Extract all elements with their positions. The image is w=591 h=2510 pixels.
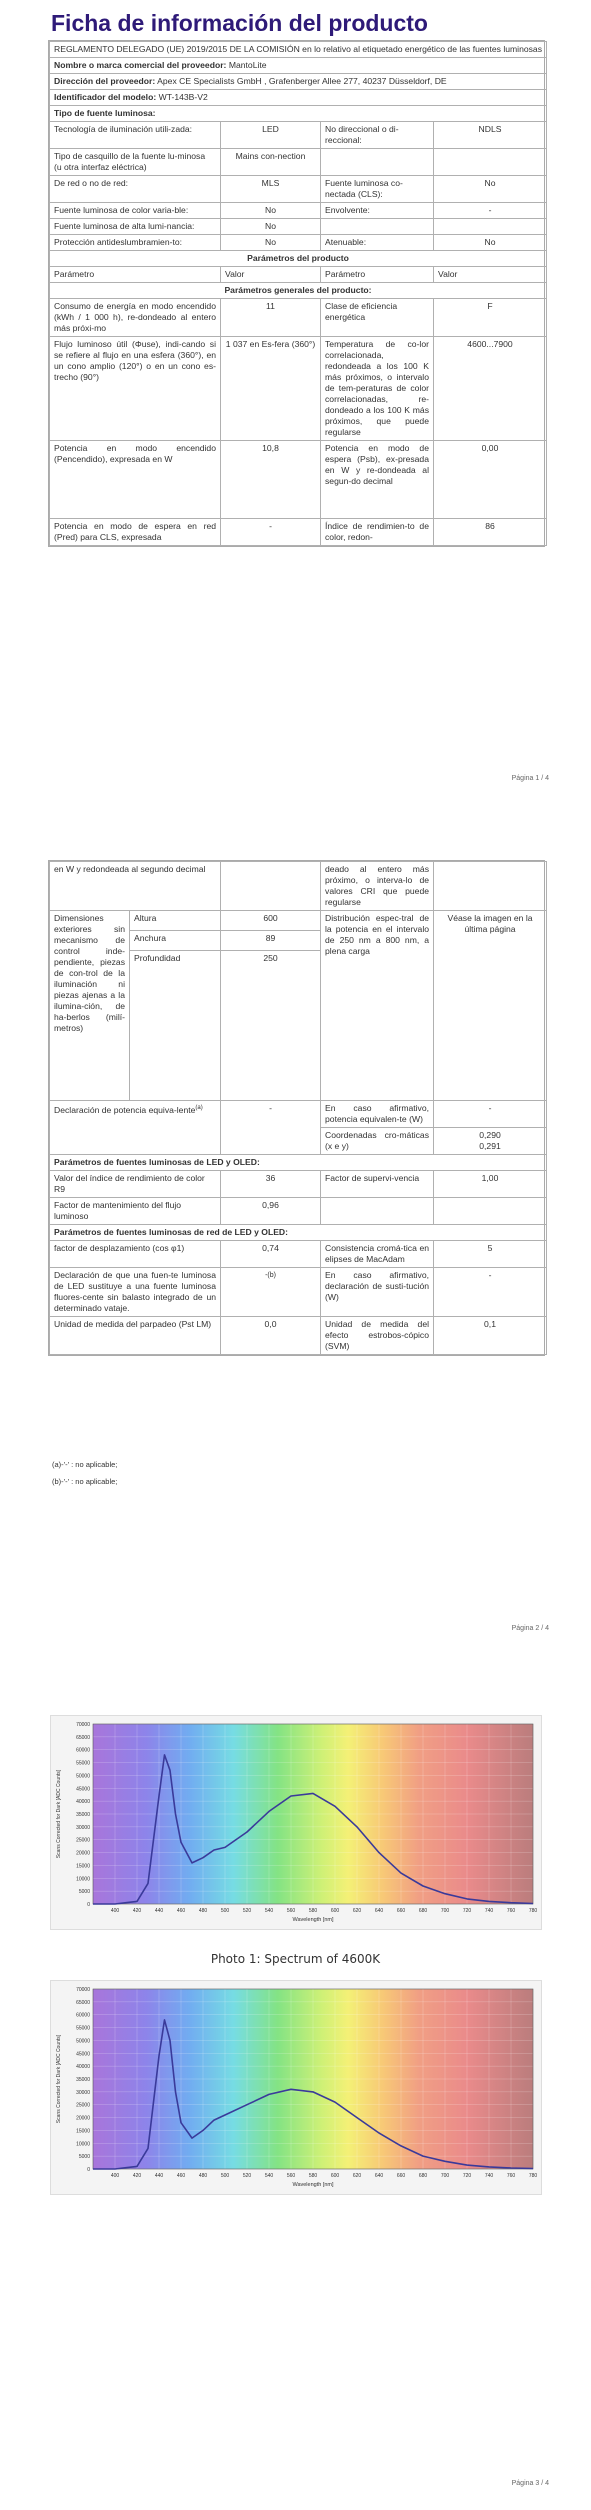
row-value: No [221,203,321,219]
row-value: -(b) [221,1268,321,1317]
row-value [221,862,321,911]
x-tick-label: 560 [286,1908,296,1914]
y-tick-label: 65000 [76,1999,90,2006]
y-tick-label: 55000 [76,2025,90,2032]
coord-y: 0,291 [479,1141,501,1151]
row-value: 0,74 [221,1241,321,1268]
x-tick-label: 580 [308,2173,318,2179]
row-value: 10,8 [221,441,321,519]
y-tick-label: 45000 [76,2051,90,2058]
table-row [50,1241,547,1268]
y-tick-label: 0 [87,1902,90,1908]
page-2 [0,860,591,1660]
row-value: No [221,219,321,235]
y-tick-label: 20000 [76,1850,90,1857]
row-value: 36 [221,1171,321,1198]
dim-height-label: Altura [130,911,221,931]
row-value: Mains con-nection [221,149,321,176]
table-row [50,122,547,149]
footnote-a: (a)-'-' : no aplicable; [52,1460,118,1469]
row-label-right: En caso afirmativo, declaración de susti-tución (W) [321,1268,434,1317]
row-label: Tecnología de iluminación utili-zada: [50,122,221,149]
dim-depth-label: Profundidad [130,951,221,1101]
coord-value [434,1128,547,1155]
y-tick-label: 40000 [76,1799,90,1806]
table-row [50,441,547,519]
y-tick-label: 15000 [76,1863,90,1870]
x-tick-label: 500 [220,2173,230,2179]
x-tick-label: 400 [110,1908,120,1914]
row-label: Unidad de medida del parpadeo (Pst LM) [50,1317,221,1355]
y-axis-label: Scans Corrected for Dark [ADC Counts] [56,2034,62,2124]
table-row [50,911,547,931]
row-value: 0,96 [221,1198,321,1225]
col-header-value: Valor [221,267,321,283]
y-tick-label: 50000 [76,2038,90,2045]
row-value-right: 4600...7900 [434,337,547,441]
row-label-right: Envolvente: [321,203,434,219]
row-label: Valor del índice de rendimiento de color R9 [50,1171,221,1198]
page-3 [0,1700,591,2510]
equiv-label-text: Declaración de potencia equiva-lente [54,1104,196,1115]
table-row [50,337,547,441]
page-1 [0,0,591,790]
coord-x: 0,290 [479,1130,501,1140]
y-tick-label: 10000 [76,1876,90,1883]
x-tick-label: 720 [462,2173,472,2179]
regulation-text: REGLAMENTO DELEGADO (UE) 2019/2015 DE LA COMISIÓN en lo relativo al etiquetado energético de las fuentes luminosas [50,42,547,58]
x-tick-label: 700 [440,1908,450,1914]
table-row [50,519,547,546]
y-tick-label: 5000 [78,1889,90,1896]
y-tick-label: 70000 [76,1722,90,1728]
x-tick-label: 580 [308,1908,318,1914]
photo-caption: Photo 1: Spectrum of 4600K [210,1952,381,1966]
dim-width-label: Anchura [130,931,221,951]
x-tick-label: 780 [528,1908,538,1914]
equiv-value: - [221,1101,321,1155]
y-tick-label: 25000 [76,1837,90,1844]
y-tick-label: 25000 [76,2102,90,2109]
row-value: 11 [221,299,321,337]
y-tick-label: 15000 [76,2128,90,2135]
table-row [50,1198,547,1225]
table-row [50,203,547,219]
row-value-right: 1,00 [434,1171,547,1198]
spectrum-chart-1 [50,1715,542,1930]
row-label-right: deado al entero más próximo, o interva-lo de valores CRI que puede regularse [321,862,434,911]
row-value: No [221,235,321,251]
row-label: Consumo de energía en modo encendido (kWh / 1 000 h), re-dondeado al entero más próxi-mo [50,299,221,337]
supplier-row [50,58,547,74]
row-value-right: No [434,235,547,251]
spectrum-chart-1-svg [51,1716,543,1931]
page-number: Página 2 / 4 [511,1625,549,1632]
page-number: Página 1 / 4 [511,775,549,782]
supplier-label: Nombre o marca comercial del proveedor: [54,60,227,70]
y-tick-label: 35000 [76,1812,90,1818]
x-tick-label: 440 [154,2173,164,2179]
row-value-right [434,862,547,911]
x-tick-label: 680 [418,2173,428,2179]
row-label-right [321,1198,434,1225]
row-label-right: Consistencia cromá-tica en elipses de MacAdam [321,1241,434,1268]
x-tick-label: 460 [176,1908,186,1914]
product-info-table-continued [48,860,545,1356]
general-params-heading: Parámetros generales del producto: [50,283,547,299]
page-number: Página 3 / 4 [511,2480,549,2487]
x-tick-label: 600 [330,1908,340,1914]
equiv-right-value: - [434,1101,547,1128]
y-tick-label: 40000 [76,2064,90,2071]
row-label: Factor de mantenimiento del flujo luminoso [50,1198,221,1225]
x-tick-label: 420 [132,1908,142,1914]
x-tick-label: 440 [154,1908,164,1914]
spectrum-chart-2 [50,1980,542,2195]
x-tick-label: 520 [242,2173,252,2179]
y-tick-label: 60000 [76,2012,90,2019]
row-label: Fuente luminosa de alta lumi-nancia: [50,219,221,235]
row-label-right: Temperatura de co-lor correlacionada, redondeada a los 100 K más próximos, o intervalo de tem-peraturas de color correlacionadas, re-dondeado a los 100 K más próximos, que puede regularse [321,337,434,441]
address-value: Apex CE Specialists GmbH , Grafenberger Allee 277, 40237 Düsseldorf, DE [157,76,447,86]
row-value-right: 5 [434,1241,547,1268]
row-value: MLS [221,176,321,203]
spd-label: Distribución espec-tral de la potencia en el intervalo de 250 nm a 800 nm, a plena carga [321,911,434,1101]
table-row [50,235,547,251]
row-value: LED [221,122,321,149]
y-axis-label: Scans Corrected for Dark [ADC Counts] [56,1769,62,1859]
x-tick-label: 420 [132,2173,142,2179]
led-params-heading: Parámetros de fuentes luminosas de LED y OLED: [50,1155,547,1171]
x-tick-label: 760 [506,1908,516,1914]
table-row [50,299,547,337]
table-row [50,1317,547,1355]
row-value-right: - [434,1268,547,1317]
dim-height-value: 600 [221,911,321,931]
address-row [50,74,547,90]
x-tick-label: 620 [352,1908,362,1914]
x-tick-label: 720 [462,1908,472,1914]
x-axis-label: Wavelength [nm] [292,2182,334,2188]
row-label-right: Factor de supervi-vencia [321,1171,434,1198]
row-label: De red o no de red: [50,176,221,203]
y-tick-label: 35000 [76,2077,90,2083]
y-tick-label: 5000 [78,2154,90,2161]
x-tick-label: 640 [374,1908,384,1914]
model-value: WT-143B-V2 [158,92,208,102]
row-value-right: NDLS [434,122,547,149]
table-row [50,1171,547,1198]
table-row [50,176,547,203]
spd-value: Véase la imagen en la última página [434,911,547,1101]
table-row [50,862,547,911]
col-header-value-right: Valor [434,267,547,283]
row-label-right: Índice de rendimien-to de color, redon- [321,519,434,546]
x-tick-label: 540 [264,1908,274,1914]
col-header-param: Parámetro [50,267,221,283]
y-tick-label: 60000 [76,1747,90,1754]
row-value: 1 037 en Es-fera (360°) [221,337,321,441]
footnote-b: (b)-'-' : no aplicable; [52,1477,118,1486]
mains-params-heading: Parámetros de fuentes luminosas de red de LED y OLED: [50,1225,547,1241]
row-label-text: Tipo de casquillo de la fuente lu-minosa (u otra interfaz eléctrica) [54,151,206,172]
y-tick-label: 20000 [76,2115,90,2122]
x-tick-label: 400 [110,2173,120,2179]
equiv-right-label: En caso afirmativo, potencia equivalen-te (W) [321,1101,434,1128]
x-tick-label: 620 [352,2173,362,2179]
table-row [50,1101,547,1128]
x-tick-label: 540 [264,2173,274,2179]
row-label: Fuente luminosa de color varia-ble: [50,203,221,219]
col-header-param-right: Parámetro [321,267,434,283]
x-tick-label: 740 [484,2173,494,2179]
row-label-right: Unidad de medida del efecto estrobos-cópico (SVM) [321,1317,434,1355]
row-value: - [221,519,321,546]
row-label-right: Fuente luminosa co-nectada (CLS): [321,176,434,203]
row-label-right: No direccional o di-reccional: [321,122,434,149]
row-value-right: 0,00 [434,441,547,519]
row-label: Protección antideslumbramien-to: [50,235,221,251]
x-tick-label: 780 [528,2173,538,2179]
y-tick-label: 0 [87,2167,90,2173]
model-row [50,90,547,106]
row-value-right [434,219,547,235]
x-tick-label: 460 [176,2173,186,2179]
row-label-right: Atenuable: [321,235,434,251]
y-tick-label: 50000 [76,1773,90,1780]
row-label-right: Potencia en modo de espera (Psb), ex-presada en W y re-dondeada al segun-do decimal [321,441,434,519]
row-value-right: No [434,176,547,203]
x-tick-label: 600 [330,2173,340,2179]
y-tick-label: 30000 [76,1824,90,1831]
page-title: Ficha de información del producto [51,10,428,36]
row-label-right: Clase de eficiencia energética [321,299,434,337]
x-tick-label: 700 [440,2173,450,2179]
row-value: 0,0 [221,1317,321,1355]
product-info-table [48,40,545,547]
coord-label: Coordenadas cro-máticas (x e y) [321,1128,434,1155]
x-tick-label: 480 [198,2173,208,2179]
x-tick-label: 760 [506,2173,516,2179]
x-tick-label: 640 [374,2173,384,2179]
type-heading: Tipo de fuente luminosa: [50,106,547,122]
row-value-right: F [434,299,547,337]
address-label: Dirección del proveedor: [54,76,156,86]
footnote-ref-a: (a) [195,1105,203,1111]
x-tick-label: 680 [418,1908,428,1914]
y-tick-label: 10000 [76,2141,90,2148]
dim-width-value: 89 [221,931,321,951]
x-axis-label: Wavelength [nm] [292,1917,334,1923]
params-heading: Parámetros del producto [50,251,547,267]
row-label: en W y redondeada al segundo decimal [50,862,221,911]
row-value-right [434,1198,547,1225]
x-tick-label: 560 [286,2173,296,2179]
model-label: Identificador del modelo: [54,92,157,102]
spectrum-chart-2-svg [51,1981,543,2196]
row-value-right [434,149,547,176]
row-label-right [321,219,434,235]
row-label: Flujo luminoso útil (Φuse), indi-cando si se refiere al flujo en una esfera (360°), en un cono amplio (120°) o en un cono es-trecho (90°) [50,337,221,441]
supplier-value: MantoLite [228,60,267,70]
row-value-right: 86 [434,519,547,546]
row-label: Declaración de que una fuen-te luminosa de LED sustituye a una fuente luminosa fluores-cente sin balasto integrado de un determinado vataje. [50,1268,221,1317]
y-tick-label: 70000 [76,1987,90,1993]
x-tick-label: 660 [396,1908,406,1914]
x-tick-label: 660 [396,2173,406,2179]
equiv-label [50,1101,221,1155]
y-tick-label: 45000 [76,1786,90,1793]
y-tick-label: 30000 [76,2089,90,2096]
x-tick-label: 480 [198,1908,208,1914]
x-tick-label: 500 [220,1908,230,1914]
x-tick-label: 520 [242,1908,252,1914]
row-label: factor de desplazamiento (cos φ1) [50,1241,221,1268]
dim-depth-value: 250 [221,951,321,1101]
table-row [50,1268,547,1317]
y-tick-label: 65000 [76,1734,90,1741]
y-tick-label: 55000 [76,1760,90,1767]
row-label: Potencia en modo de espera en red (Pred) para CLS, expresada [50,519,221,546]
table-row [50,219,547,235]
row-label: Potencia en modo encendido (Pencendido), expresada en W [50,441,221,519]
dimensions-label: Dimensiones exteriores sin mecanismo de control inde-pendiente, piezas de con-trol de la iluminación ni piezas ajenas a la ilumina-ción, de ha-berlos (milí-metros) [50,911,130,1101]
row-label-right [321,149,434,176]
row-value-right: 0,1 [434,1317,547,1355]
x-tick-label: 740 [484,1908,494,1914]
table-row [50,149,547,176]
row-label [50,149,221,176]
row-value-right: - [434,203,547,219]
